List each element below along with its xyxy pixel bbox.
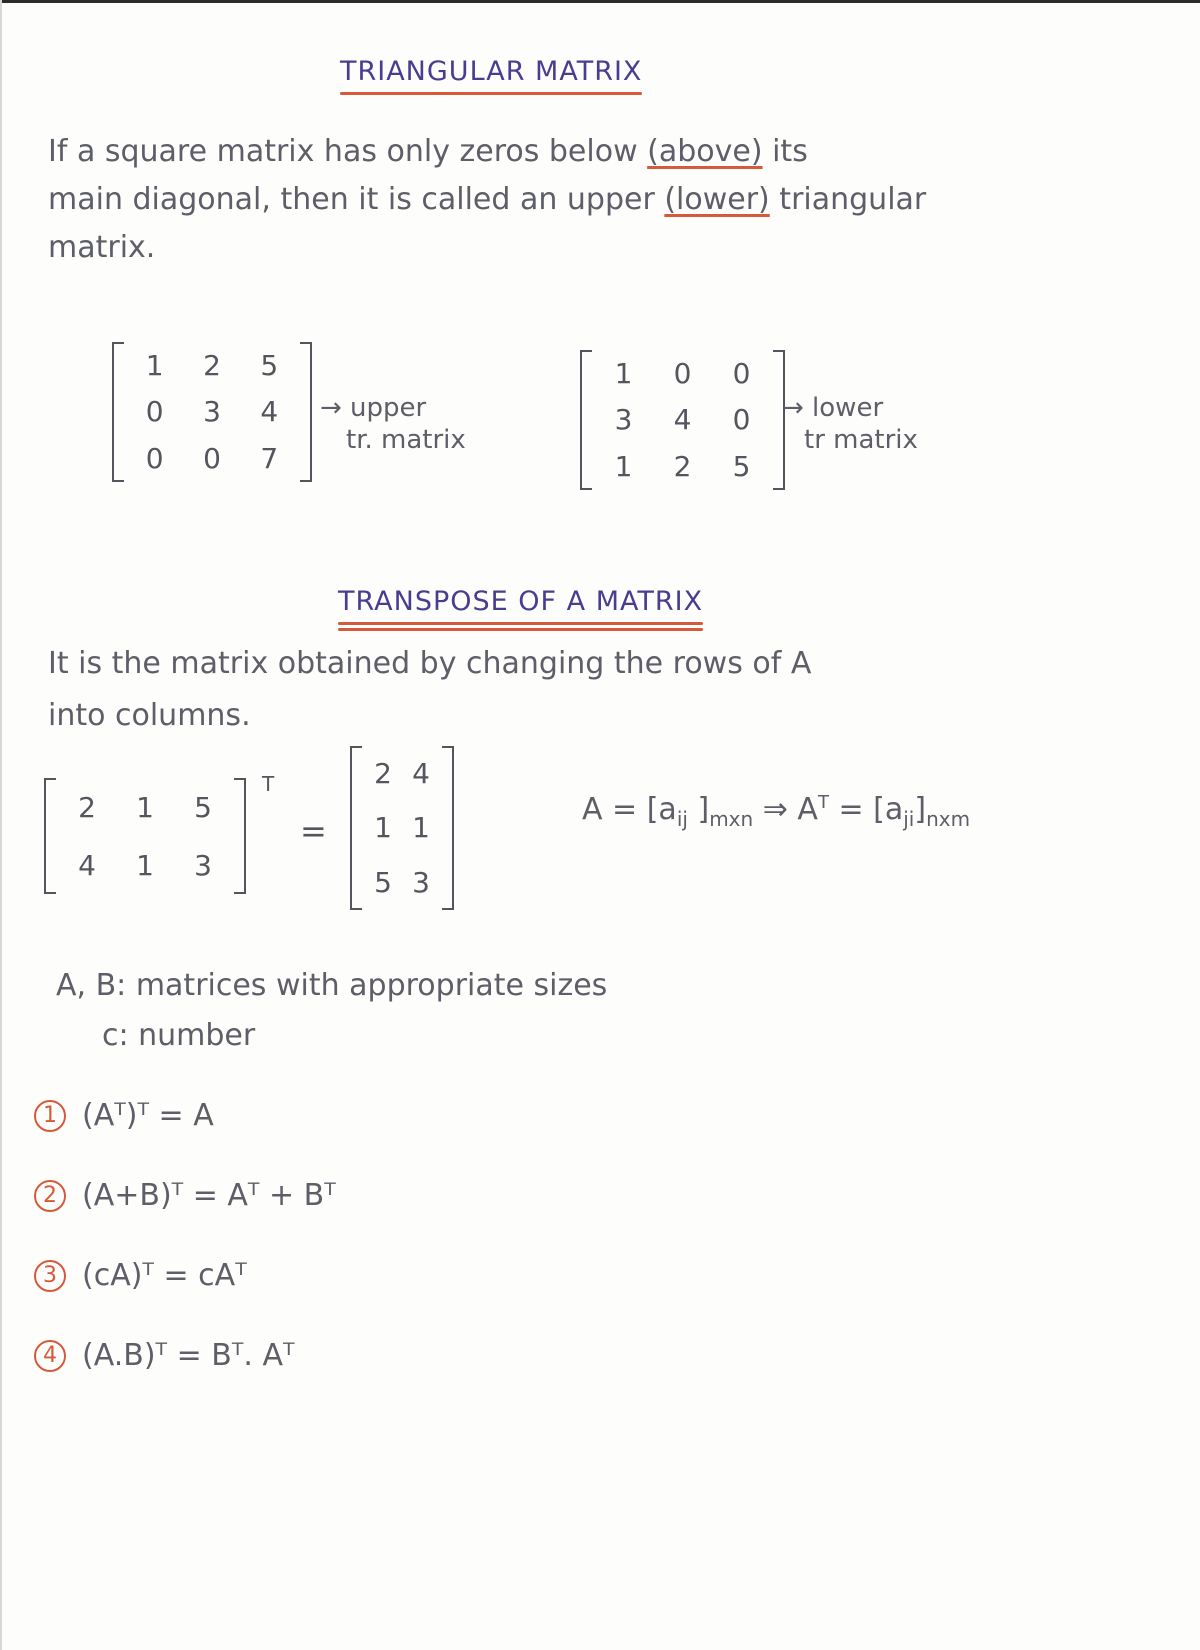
definition-line-2: [48, 176, 926, 224]
matrix-entry: 5: [732, 450, 751, 484]
bracket-left: [44, 778, 56, 894]
matrix-entry: 2: [203, 348, 221, 382]
given-line-1: [56, 962, 607, 1010]
lower-label-line-2: tr matrix: [804, 425, 918, 455]
matrix-entry: 3: [614, 403, 633, 437]
formula-part: ]: [914, 792, 927, 827]
matrix-entry: 1: [136, 848, 154, 882]
triangular-heading: [340, 56, 642, 87]
formula-part: ⇒ A: [753, 792, 818, 827]
matrix-entry: 5: [374, 866, 392, 900]
def-above: (above): [647, 134, 763, 169]
bracket-right: [300, 342, 312, 482]
example-matrix-a: [44, 778, 246, 894]
lower-label: [782, 392, 918, 456]
transpose-def-line-1: [48, 640, 811, 688]
def-text: If a square matrix has only zeros below: [48, 134, 648, 169]
property-formula: (A+B)ᵀ = Aᵀ + Bᵀ: [82, 1178, 336, 1213]
definition-line-3: [48, 224, 155, 272]
matrix-entry: 0: [732, 356, 751, 390]
def-lower: (lower): [664, 182, 770, 217]
matrix-entry: 2: [374, 756, 392, 790]
bracket-right: [234, 778, 246, 894]
transpose-def-line-2: [48, 692, 251, 740]
equals-sign: =: [300, 812, 327, 850]
property-number-badge: 1: [34, 1100, 66, 1132]
transpose-formula: [582, 792, 970, 831]
matrix-entry: 0: [732, 403, 751, 437]
formula-size: nxm: [926, 807, 971, 831]
matrix-grid: [58, 778, 232, 894]
matrix-entry: 4: [673, 403, 692, 437]
formula-part: A = [a: [582, 792, 677, 827]
given-line-2: [102, 1012, 255, 1060]
upper-label: [320, 392, 466, 456]
matrix-entry: 2: [78, 790, 96, 824]
matrix-entry: 5: [260, 348, 279, 382]
lower-label-line-1: → lower: [782, 393, 884, 423]
property-formula: (Aᵀ)ᵀ = A: [82, 1098, 214, 1133]
upper-label-line-1: → upper: [320, 393, 427, 423]
property-1: [34, 1098, 214, 1133]
matrix-entry: 1: [136, 790, 154, 824]
transpose-title: TRANSPOSE OF A MATRIX: [338, 586, 704, 617]
triangular-title: TRIANGULAR MATRIX: [340, 56, 643, 87]
matrix-entry: 0: [203, 442, 221, 476]
transpose-heading: [338, 586, 703, 617]
matrix-entry: 1: [614, 356, 633, 390]
property-2: [34, 1178, 336, 1213]
matrix-entry: 2: [673, 450, 692, 484]
heading-underline: [338, 628, 703, 631]
matrix-entry: 0: [673, 356, 692, 390]
definition-line-1: [48, 128, 808, 176]
matrix-entry: 1: [374, 811, 392, 845]
upper-label-line-2: tr. matrix: [346, 425, 466, 455]
scan-edge-top: [0, 0, 1200, 3]
property-formula: (cA)ᵀ = cAᵀ: [82, 1258, 247, 1293]
matrix-entry: 7: [260, 442, 279, 476]
example-matrix-a-transpose: [350, 746, 454, 910]
def-text: main diagonal, then it is called an upper: [48, 182, 665, 217]
heading-underline: [340, 92, 642, 95]
bracket-right: [442, 746, 454, 910]
property-3: [34, 1258, 247, 1293]
property-number-badge: 2: [34, 1180, 66, 1212]
matrix-entry: 3: [194, 848, 212, 882]
matrix-entry: 1: [412, 811, 430, 845]
given-text: c: number: [102, 1018, 256, 1053]
matrix-entry: 3: [203, 395, 221, 429]
matrix-entry: 4: [260, 395, 279, 429]
def-text: into columns.: [48, 698, 251, 733]
formula-part: = [a: [828, 792, 904, 827]
matrix-grid: [594, 350, 771, 490]
def-text: triangular: [769, 182, 927, 217]
bracket-left: [580, 350, 592, 490]
matrix-entry: 4: [78, 848, 96, 882]
heading-underline: [338, 622, 703, 625]
given-text: A, B: matrices with appropriate sizes: [56, 968, 608, 1003]
matrix-entry: 0: [145, 395, 164, 429]
property-number-badge: 3: [34, 1260, 66, 1292]
matrix-entry: 4: [412, 756, 430, 790]
bracket-left: [350, 746, 362, 910]
formula-index: ji: [903, 807, 915, 831]
formula-index: ij: [676, 807, 688, 831]
matrix-entry: 0: [145, 442, 164, 476]
formula-size: mxn: [709, 807, 754, 831]
upper-triangular-matrix: [112, 342, 312, 482]
formula-part: ]: [687, 792, 710, 827]
transpose-superscript: T: [262, 772, 275, 796]
matrix-entry: 1: [614, 450, 633, 484]
property-4: [34, 1338, 295, 1373]
def-text: its: [762, 134, 808, 169]
property-number-badge: 4: [34, 1340, 66, 1372]
matrix-entry: 5: [194, 790, 212, 824]
lower-triangular-matrix: [580, 350, 785, 490]
matrix-entry: 3: [412, 866, 430, 900]
matrix-grid: [364, 746, 440, 910]
scan-edge-left: [0, 0, 2, 1650]
matrix-grid: [126, 342, 298, 482]
formula-superscript: T: [817, 792, 829, 813]
def-text: It is the matrix obtained by changing the rows of A: [48, 646, 812, 681]
def-text: matrix.: [48, 230, 156, 265]
bracket-left: [112, 342, 124, 482]
property-formula: (A.B)ᵀ = Bᵀ. Aᵀ: [82, 1338, 295, 1373]
matrix-entry: 1: [145, 348, 164, 382]
